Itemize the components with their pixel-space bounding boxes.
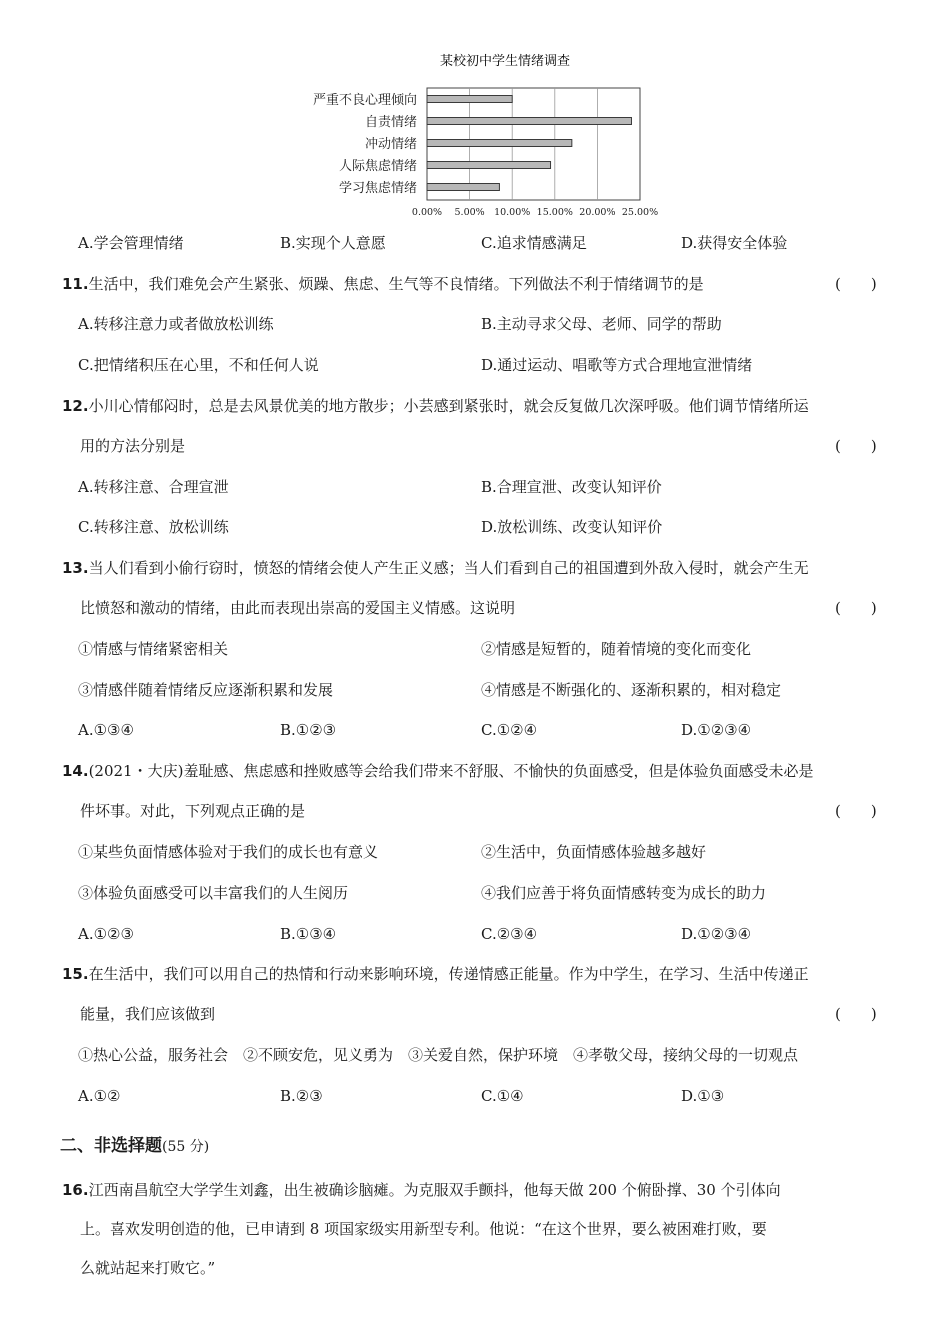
category-label: 自责情绪 bbox=[364, 115, 417, 130]
category-label: 冲动情绪 bbox=[364, 137, 417, 152]
bar-2 bbox=[427, 118, 631, 125]
x-tick-label: 0.00% bbox=[411, 207, 443, 218]
bar-1 bbox=[427, 96, 512, 103]
category-label: 严重不良心理倾向 bbox=[312, 93, 417, 108]
category-label: 人际焦虑情绪 bbox=[338, 159, 417, 174]
q13-item-1: ①情感与情绪紧密相关 bbox=[78, 640, 229, 658]
q16-line3: 么就站起来打败它。” bbox=[80, 1259, 216, 1277]
q12-stem-line1 bbox=[62, 396, 809, 416]
q11-option-b: B.主动寻求父母、老师、同学的帮助 bbox=[481, 315, 722, 333]
q12-option-b: B.合理宣泄、改变认知评价 bbox=[481, 478, 662, 496]
bar-5 bbox=[427, 184, 499, 191]
q14-stem-text1: (2021・大庆)羞耻感、焦虑感和挫败感等会给我们带来不舒服、不愉快的负面感受，但是体验负面感受未必是 bbox=[88, 762, 814, 780]
q16-text1: 江西南昌航空大学学生刘鑫，出生被确诊脑瘫。为克服双手颤抖，他每天做 200 个俯卧撑、30 个引体向 bbox=[88, 1181, 781, 1199]
q13-stem-text1: 当人们看到小偷行窃时，愤怒的情绪会使人产生正义感；当人们看到自己的祖国遭到外敌入侵时，就会产生无 bbox=[88, 559, 809, 577]
q13-item-2: ②情感是短暂的，随着情境的变化而变化 bbox=[481, 640, 752, 658]
q13-option-d: D.①②③④ bbox=[681, 721, 752, 739]
q12-option-d: D.放松训练、改变认知评价 bbox=[481, 518, 663, 536]
q13-option-c: C.①②④ bbox=[481, 721, 538, 739]
q14-stem-line2: 件坏事。对此，下列观点正确的是 bbox=[80, 802, 306, 820]
q15-stem-line1 bbox=[62, 964, 809, 984]
q16-line2: 上。喜欢发明创造的他，已申请到 8 项国家级实用新型专利。他说：“在这个世界，要么被困难打败，要 bbox=[80, 1220, 767, 1238]
bar-3 bbox=[427, 140, 572, 147]
section2-title: 二、非选择题 bbox=[60, 1136, 162, 1156]
q10-option-a: A.学会管理情绪 bbox=[78, 234, 184, 252]
q13-answer-paren: ( ) bbox=[835, 599, 877, 617]
q15-option-b: B.②③ bbox=[280, 1087, 323, 1105]
q13-option-b: B.①②③ bbox=[280, 721, 337, 739]
q14-item-4: ④我们应善于将负面情感转变为成长的助力 bbox=[481, 884, 767, 902]
q11-option-c: C.把情绪积压在心里，不和任何人说 bbox=[78, 356, 319, 374]
q13-stem-line1 bbox=[62, 558, 809, 578]
q10-option-d: D.获得安全体验 bbox=[681, 234, 788, 252]
q14-option-c: C.②③④ bbox=[481, 925, 538, 943]
q14-option-b: B.①③④ bbox=[280, 925, 337, 943]
q14-number: 14. bbox=[62, 762, 89, 780]
q15-number: 15. bbox=[62, 965, 89, 983]
q14-item-1: ①某些负面情感体验对于我们的成长也有意义 bbox=[78, 843, 379, 861]
q12-answer-paren: ( ) bbox=[835, 437, 877, 455]
q11-stem-text: 生活中，我们难免会产生紧张、烦躁、焦虑、生气等不良情绪。下列做法不利于情绪调节的是 bbox=[88, 275, 704, 293]
q15-option-d: D.①③ bbox=[681, 1087, 725, 1105]
x-tick-label: 20.00% bbox=[579, 207, 616, 218]
q12-number: 12. bbox=[62, 397, 89, 415]
q15-answer-paren: ( ) bbox=[835, 1005, 877, 1023]
q14-option-a: A.①②③ bbox=[78, 925, 134, 943]
q10-option-c: C.追求情感满足 bbox=[481, 234, 587, 252]
emotion-survey-chart bbox=[290, 44, 680, 224]
q14-item-3: ③体验负面感受可以丰富我们的人生阅历 bbox=[78, 884, 349, 902]
q11-answer-paren: ( ) bbox=[835, 275, 877, 293]
q15-items: ①热心公益，服务社会 ②不顾安危，见义勇为 ③关爱自然，保护环境 ④孝敬父母，接纳父母的一切观点 bbox=[78, 1046, 799, 1064]
q15-stem-line2: 能量，我们应该做到 bbox=[80, 1005, 216, 1023]
q11-stem bbox=[62, 274, 704, 294]
x-tick-label: 25.00% bbox=[621, 207, 659, 218]
x-tick-label: 5.00% bbox=[454, 207, 485, 218]
q16-number: 16. bbox=[62, 1181, 89, 1199]
q12-option-a: A.转移注意、合理宣泄 bbox=[78, 478, 229, 496]
q12-stem-line2: 用的方法分别是 bbox=[80, 437, 186, 455]
q13-stem-line2: 比愤怒和激动的情绪，由此而表现出崇高的爱国主义情感。这说明 bbox=[80, 599, 516, 617]
chart-title: 某校初中学生情绪调查 bbox=[439, 54, 571, 69]
q16-line1 bbox=[62, 1180, 781, 1200]
q13-item-4: ④情感是不断强化的、逐渐积累的，相对稳定 bbox=[481, 681, 782, 699]
section2-heading bbox=[60, 1131, 209, 1156]
q12-stem-text1: 小川心情郁闷时，总是去风景优美的地方散步；小芸感到紧张时，就会反复做几次深呼吸。他们调节情绪所运 bbox=[88, 397, 809, 415]
q13-number: 13. bbox=[62, 559, 89, 577]
q14-item-2: ②生活中，负面情感体验越多越好 bbox=[481, 843, 707, 861]
q13-item-3: ③情感伴随着情绪反应逐渐积累和发展 bbox=[78, 681, 334, 699]
q11-number: 11. bbox=[62, 275, 89, 293]
q15-option-a: A.①② bbox=[78, 1087, 121, 1105]
q12-option-c: C.转移注意、放松训练 bbox=[78, 518, 229, 536]
bar-4 bbox=[427, 162, 551, 169]
q15-option-c: C.①④ bbox=[481, 1087, 524, 1105]
q14-option-d: D.①②③④ bbox=[681, 925, 752, 943]
q10-option-b: B.实现个人意愿 bbox=[280, 234, 386, 252]
x-tick-label: 10.00% bbox=[494, 207, 531, 218]
q11-option-a: A.转移注意力或者做放松训练 bbox=[78, 315, 274, 333]
q14-answer-paren: ( ) bbox=[835, 802, 877, 820]
section2-score: (55 分) bbox=[162, 1139, 210, 1155]
x-tick-label: 15.00% bbox=[536, 207, 573, 218]
category-label: 学习焦虑情绪 bbox=[338, 181, 417, 196]
q15-stem-text1: 在生活中，我们可以用自己的热情和行动来影响环境，传递情感正能量。作为中学生，在学习、生活中传递正 bbox=[88, 965, 809, 983]
q14-stem-line1 bbox=[62, 761, 813, 781]
q11-option-d: D.通过运动、唱歌等方式合理地宣泄情绪 bbox=[481, 356, 753, 374]
q13-option-a: A.①③④ bbox=[78, 721, 134, 739]
